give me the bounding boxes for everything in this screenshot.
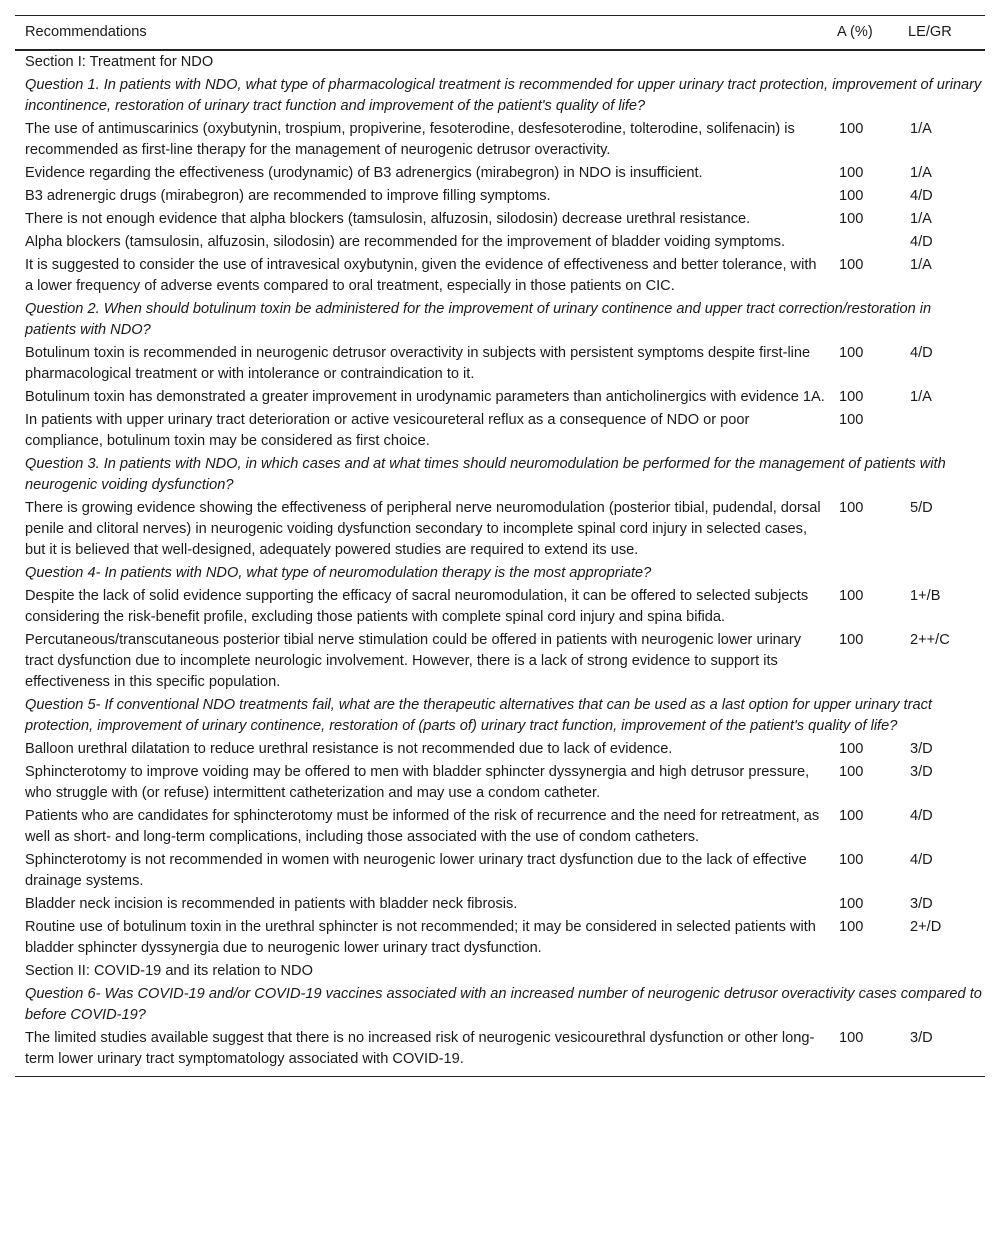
level-grade-value bbox=[898, 409, 985, 453]
level-grade-value: 3/D bbox=[910, 896, 933, 912]
question-text: Question 6- Was COVID-19 and/or COVID-19 vaccines associated with an increased number of neurogenic detrusor overactivity cases compared to before COVID-19? bbox=[25, 986, 982, 1023]
recommendation-text: Percutaneous/transcutaneous posterior tibial nerve stimulation could be offered in patients with neurogenic lower urinary tract dysfunction due to incomplete neurologic involvement. However, there is a lack of strong evidence to support its effectiveness in this specific population. bbox=[25, 632, 802, 690]
table-row bbox=[15, 386, 985, 409]
question-row bbox=[15, 453, 985, 497]
level-grade-value: 3/D bbox=[910, 1030, 933, 1046]
level-grade-value: 1/A bbox=[910, 389, 932, 405]
recommendation-text: Botulinum toxin has demonstrated a greater improvement in urodynamic parameters than anticholinergics with evidence 1A. bbox=[25, 389, 825, 405]
header-row bbox=[15, 16, 985, 51]
question-text: Question 2. When should botulinum toxin be administered for the improvement of urinary continence and upper tract correction/restoration in patients with NDO? bbox=[25, 301, 932, 338]
question-row bbox=[15, 74, 985, 118]
level-grade-value: 1/A bbox=[910, 165, 932, 181]
question-text: Question 5- If conventional NDO treatments fail, what are the therapeutic alternatives that can be used as a last option for upper urinary tract protection, improvement of urinary continence, restoration of (parts of) urinary tract function, improvement of the patient's quality of life? bbox=[25, 697, 932, 734]
recommendation-text: Evidence regarding the effectiveness (urodynamic) of B3 adrenergics (mirabegron) in NDO is insufficient. bbox=[25, 165, 703, 181]
agreement-value: 100 bbox=[839, 188, 864, 204]
agreement-value: 100 bbox=[839, 211, 864, 227]
table-row bbox=[15, 916, 985, 960]
table-row bbox=[15, 849, 985, 893]
table-row bbox=[15, 254, 985, 298]
level-grade-value: 1/A bbox=[910, 121, 932, 137]
question-text: Question 1. In patients with NDO, what type of pharmacological treatment is recommended for upper urinary tract protection, improvement of urinary incontinence, restoration of urinary tract function and improvement of the patient's quality of life? bbox=[25, 77, 982, 114]
level-grade-value: 2++/C bbox=[910, 632, 950, 648]
agreement-value: 100 bbox=[839, 500, 864, 516]
agreement-value: 100 bbox=[839, 257, 864, 273]
question-row bbox=[15, 562, 985, 585]
level-grade-value: 4/D bbox=[910, 234, 933, 250]
agreement-value: 100 bbox=[839, 919, 864, 935]
table-row bbox=[15, 585, 985, 629]
table-row bbox=[15, 497, 985, 562]
recommendation-text: The limited studies available suggest that there is no increased risk of neurogenic vesicourethral dysfunction or other long-term lower urinary tract symptomatology associated with COVID-19. bbox=[25, 1030, 815, 1067]
table-row bbox=[15, 805, 985, 849]
table-row bbox=[15, 1027, 985, 1077]
agreement-value: 100 bbox=[839, 412, 864, 428]
agreement-value: 100 bbox=[839, 632, 864, 648]
level-grade-value: 1/A bbox=[910, 211, 932, 227]
table-row bbox=[15, 738, 985, 761]
question-row bbox=[15, 694, 985, 738]
level-grade-value: 5/D bbox=[910, 500, 933, 516]
table-row bbox=[15, 231, 985, 254]
recommendation-text: Despite the lack of solid evidence supporting the efficacy of sacral neuromodulation, it can be offered to selected subjects considering the risk-benefit profile, excluding those patients with complete spinal cord injury and spina bifida. bbox=[25, 588, 809, 625]
header-recommendations: Recommendations bbox=[25, 24, 147, 40]
table-row bbox=[15, 409, 985, 453]
recommendation-text: It is suggested to consider the use of intravesical oxybutynin, given the evidence of effectiveness and better tolerance, with a lower frequency of adverse events compared to oral treatment, especially in those patients on CIC. bbox=[25, 257, 817, 294]
question-text: Question 4- In patients with NDO, what type of neuromodulation therapy is the most appropriate? bbox=[25, 565, 652, 581]
table-row bbox=[15, 893, 985, 916]
level-grade-value: 1+/B bbox=[910, 588, 941, 604]
recommendation-text: Botulinum toxin is recommended in neurogenic detrusor overactivity in subjects with persistent symptoms despite first-line pharmacological treatment or with intolerance or contraindication to it. bbox=[25, 345, 811, 382]
level-grade-value: 4/D bbox=[910, 852, 933, 868]
agreement-value: 100 bbox=[839, 121, 864, 137]
recommendations-table bbox=[15, 15, 985, 1077]
table-row bbox=[15, 208, 985, 231]
section-title: Section II: COVID-19 and its relation to NDO bbox=[25, 963, 313, 979]
level-grade-value: 3/D bbox=[910, 741, 933, 757]
level-grade-value: 1/A bbox=[910, 257, 932, 273]
recommendation-text: Sphincterotomy to improve voiding may be offered to men with bladder sphincter dyssynergia and high detrusor pressure, who struggle with (or refuse) intermittent catheterization and may use a condom catheter. bbox=[25, 764, 810, 801]
agreement-value: 100 bbox=[839, 588, 864, 604]
recommendation-text: Patients who are candidates for sphincterotomy must be informed of the risk of recurrence and the need for retreatment, as well as short- and long-term complications, including those associated with the use of condom catheters. bbox=[25, 808, 820, 845]
table-row bbox=[15, 162, 985, 185]
table-row bbox=[15, 118, 985, 162]
level-grade-value: 3/D bbox=[910, 764, 933, 780]
question-row bbox=[15, 983, 985, 1027]
agreement-value: 100 bbox=[839, 764, 864, 780]
agreement-value: 100 bbox=[839, 741, 864, 757]
recommendation-text: There is not enough evidence that alpha blockers (tamsulosin, alfuzosin, silodosin) decrease urethral resistance. bbox=[25, 211, 751, 227]
table-header bbox=[15, 16, 985, 51]
recommendation-text: Routine use of botulinum toxin in the urethral sphincter is not recommended; it may be considered in selected patients with bladder sphincter dyssynergia due to neurogenic lower urinary tract dysfunction. bbox=[25, 919, 816, 956]
agreement-value: 100 bbox=[839, 345, 864, 361]
agreement-value: 100 bbox=[839, 896, 864, 912]
level-grade-value: 4/D bbox=[910, 188, 933, 204]
table-row bbox=[15, 342, 985, 386]
recommendation-text: Bladder neck incision is recommended in patients with bladder neck fibrosis. bbox=[25, 896, 518, 912]
question-row bbox=[15, 298, 985, 342]
table-row bbox=[15, 185, 985, 208]
table-body bbox=[15, 50, 985, 1077]
table-row bbox=[15, 629, 985, 694]
agreement-value: 100 bbox=[839, 808, 864, 824]
level-grade-value: 2+/D bbox=[910, 919, 942, 935]
header-agreement: A (%) bbox=[837, 24, 873, 40]
recommendation-text: B3 adrenergic drugs (mirabegron) are recommended to improve filling symptoms. bbox=[25, 188, 551, 204]
recommendation-text: Balloon urethral dilatation to reduce urethral resistance is not recommended due to lack of evidence. bbox=[25, 741, 673, 757]
table-row bbox=[15, 761, 985, 805]
level-grade-value: 4/D bbox=[910, 808, 933, 824]
question-text: Question 3. In patients with NDO, in which cases and at what times should neuromodulation be performed for the management of patients with neurogenic voiding dysfunction? bbox=[25, 456, 946, 493]
recommendation-text: Alpha blockers (tamsulosin, alfuzosin, silodosin) are recommended for the improvement of bladder voiding symptoms. bbox=[25, 234, 786, 250]
header-level: LE/GR bbox=[908, 24, 952, 40]
section-title: Section I: Treatment for NDO bbox=[25, 54, 214, 70]
agreement-value: 100 bbox=[839, 852, 864, 868]
agreement-value: 100 bbox=[839, 1030, 864, 1046]
agreement-value: 100 bbox=[839, 165, 864, 181]
recommendation-text: There is growing evidence showing the effectiveness of peripheral nerve neuromodulation (posterior tibial, pudendal, dorsal penile and clitoral nerves) in neurogenic voiding dysfunction secondary to incomplete spinal cord injury in selected cases, but it is believed that well-designed, adequately powered studies are required to extend its use. bbox=[25, 500, 821, 558]
section-row bbox=[15, 50, 985, 74]
recommendation-text: The use of antimuscarinics (oxybutynin, trospium, propiverine, fesoterodine, desfesoterodine, tolterodine, solifenacin) is recommended as first-line therapy for the management of neurogenic detrusor overactivity. bbox=[25, 121, 795, 158]
recommendation-text: Sphincterotomy is not recommended in women with neurogenic lower urinary tract dysfunction due to the lack of effective drainage systems. bbox=[25, 852, 807, 889]
level-grade-value: 4/D bbox=[910, 345, 933, 361]
recommendations-table-container bbox=[15, 15, 985, 1077]
agreement-value bbox=[827, 231, 898, 254]
recommendation-text: In patients with upper urinary tract deterioration or active vesicoureteral reflux as a consequence of NDO or poor compliance, botulinum toxin may be considered as first choice. bbox=[25, 412, 750, 449]
section-row bbox=[15, 960, 985, 983]
agreement-value: 100 bbox=[839, 389, 864, 405]
